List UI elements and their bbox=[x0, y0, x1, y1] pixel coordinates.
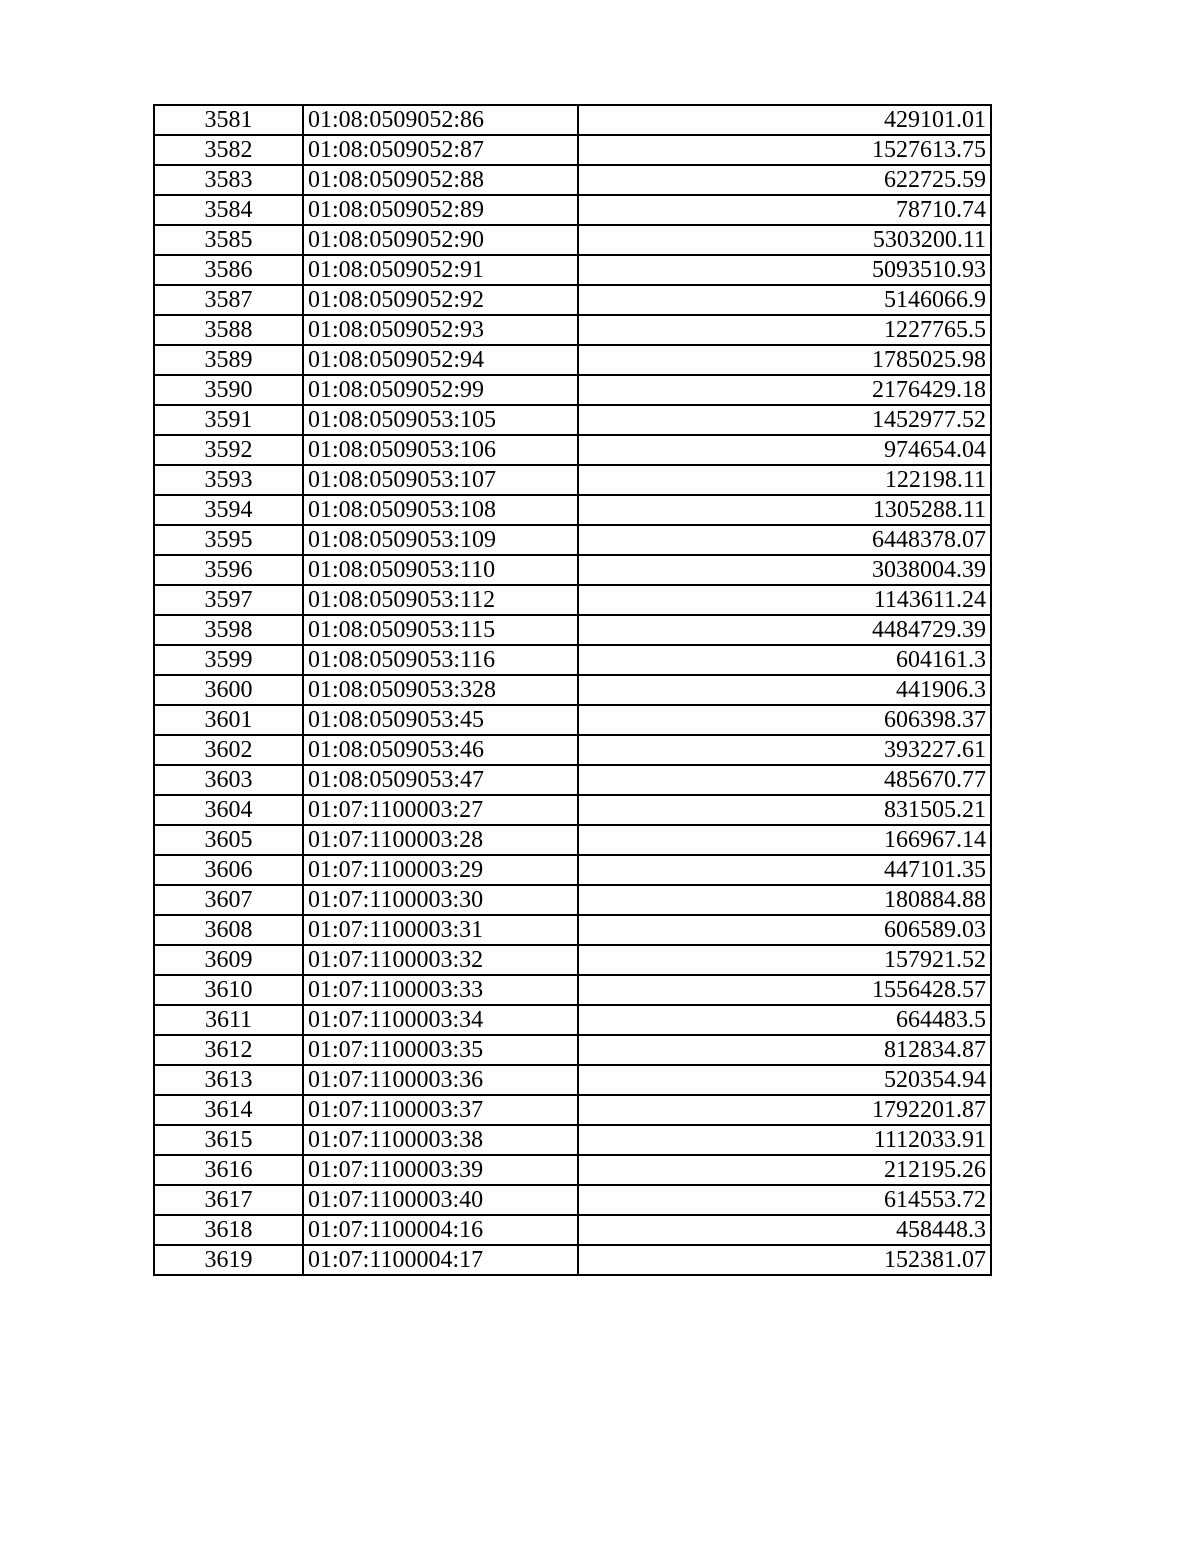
row-value: 393227.61 bbox=[578, 735, 991, 765]
row-value: 458448.3 bbox=[578, 1215, 991, 1245]
cadastral-code: 01:08:0509052:92 bbox=[303, 285, 578, 315]
cadastral-code: 01:08:0509053:115 bbox=[303, 615, 578, 645]
cadastral-code: 01:07:1100003:32 bbox=[303, 945, 578, 975]
row-value: 664483.5 bbox=[578, 1005, 991, 1035]
cadastral-code: 01:07:1100004:16 bbox=[303, 1215, 578, 1245]
table-row bbox=[154, 1155, 991, 1185]
table-body bbox=[154, 105, 991, 1275]
row-number: 3600 bbox=[154, 675, 303, 705]
cadastral-code: 01:08:0509053:45 bbox=[303, 705, 578, 735]
table-row bbox=[154, 375, 991, 405]
data-table bbox=[153, 104, 992, 1276]
row-value: 3038004.39 bbox=[578, 555, 991, 585]
table-row bbox=[154, 1215, 991, 1245]
cadastral-code: 01:08:0509052:91 bbox=[303, 255, 578, 285]
row-number: 3614 bbox=[154, 1095, 303, 1125]
row-value: 122198.11 bbox=[578, 465, 991, 495]
table-row bbox=[154, 1005, 991, 1035]
row-value: 2176429.18 bbox=[578, 375, 991, 405]
table-row bbox=[154, 315, 991, 345]
table-row bbox=[154, 975, 991, 1005]
table-row bbox=[154, 435, 991, 465]
row-number: 3619 bbox=[154, 1245, 303, 1275]
row-value: 1792201.87 bbox=[578, 1095, 991, 1125]
cadastral-code: 01:07:1100004:17 bbox=[303, 1245, 578, 1275]
table-row bbox=[154, 915, 991, 945]
cadastral-code: 01:07:1100003:33 bbox=[303, 975, 578, 1005]
table-row bbox=[154, 825, 991, 855]
table-row bbox=[154, 1065, 991, 1095]
table-row bbox=[154, 465, 991, 495]
row-number: 3591 bbox=[154, 405, 303, 435]
row-number: 3612 bbox=[154, 1035, 303, 1065]
row-value: 4484729.39 bbox=[578, 615, 991, 645]
table-row bbox=[154, 1095, 991, 1125]
row-number: 3611 bbox=[154, 1005, 303, 1035]
cadastral-code: 01:08:0509052:89 bbox=[303, 195, 578, 225]
table-row bbox=[154, 705, 991, 735]
row-number: 3587 bbox=[154, 285, 303, 315]
table-row bbox=[154, 135, 991, 165]
table-row bbox=[154, 225, 991, 255]
row-number: 3592 bbox=[154, 435, 303, 465]
row-number: 3616 bbox=[154, 1155, 303, 1185]
cadastral-code: 01:07:1100003:28 bbox=[303, 825, 578, 855]
row-value: 606589.03 bbox=[578, 915, 991, 945]
row-number: 3606 bbox=[154, 855, 303, 885]
table-row bbox=[154, 765, 991, 795]
row-number: 3599 bbox=[154, 645, 303, 675]
row-number: 3597 bbox=[154, 585, 303, 615]
cadastral-code: 01:08:0509053:46 bbox=[303, 735, 578, 765]
row-value: 78710.74 bbox=[578, 195, 991, 225]
row-number: 3586 bbox=[154, 255, 303, 285]
row-number: 3618 bbox=[154, 1215, 303, 1245]
row-value: 1227765.5 bbox=[578, 315, 991, 345]
row-value: 614553.72 bbox=[578, 1185, 991, 1215]
row-value: 520354.94 bbox=[578, 1065, 991, 1095]
cadastral-code: 01:08:0509052:88 bbox=[303, 165, 578, 195]
cadastral-code: 01:08:0509053:328 bbox=[303, 675, 578, 705]
row-number: 3589 bbox=[154, 345, 303, 375]
table-row bbox=[154, 345, 991, 375]
row-value: 485670.77 bbox=[578, 765, 991, 795]
row-value: 441906.3 bbox=[578, 675, 991, 705]
row-value: 1556428.57 bbox=[578, 975, 991, 1005]
table-row bbox=[154, 885, 991, 915]
cadastral-code: 01:07:1100003:39 bbox=[303, 1155, 578, 1185]
row-number: 3596 bbox=[154, 555, 303, 585]
table-row bbox=[154, 585, 991, 615]
cadastral-code: 01:08:0509053:105 bbox=[303, 405, 578, 435]
row-value: 429101.01 bbox=[578, 105, 991, 135]
row-value: 5093510.93 bbox=[578, 255, 991, 285]
cadastral-code: 01:08:0509052:99 bbox=[303, 375, 578, 405]
table-row bbox=[154, 1185, 991, 1215]
table-row bbox=[154, 555, 991, 585]
cadastral-code: 01:07:1100003:38 bbox=[303, 1125, 578, 1155]
cadastral-code: 01:07:1100003:36 bbox=[303, 1065, 578, 1095]
table-row bbox=[154, 525, 991, 555]
table-row bbox=[154, 495, 991, 525]
row-number: 3601 bbox=[154, 705, 303, 735]
row-number: 3613 bbox=[154, 1065, 303, 1095]
row-value: 212195.26 bbox=[578, 1155, 991, 1185]
row-number: 3598 bbox=[154, 615, 303, 645]
row-value: 5146066.9 bbox=[578, 285, 991, 315]
row-number: 3617 bbox=[154, 1185, 303, 1215]
table-row bbox=[154, 675, 991, 705]
row-value: 812834.87 bbox=[578, 1035, 991, 1065]
table-row bbox=[154, 255, 991, 285]
row-value: 157921.52 bbox=[578, 945, 991, 975]
row-number: 3605 bbox=[154, 825, 303, 855]
table-row bbox=[154, 735, 991, 765]
row-value: 180884.88 bbox=[578, 885, 991, 915]
row-value: 447101.35 bbox=[578, 855, 991, 885]
cadastral-code: 01:08:0509053:112 bbox=[303, 585, 578, 615]
row-number: 3602 bbox=[154, 735, 303, 765]
table-row bbox=[154, 1035, 991, 1065]
row-value: 1452977.52 bbox=[578, 405, 991, 435]
table-row bbox=[154, 855, 991, 885]
row-number: 3581 bbox=[154, 105, 303, 135]
table-row bbox=[154, 795, 991, 825]
row-number: 3615 bbox=[154, 1125, 303, 1155]
row-number: 3607 bbox=[154, 885, 303, 915]
cadastral-code: 01:07:1100003:31 bbox=[303, 915, 578, 945]
cadastral-code: 01:08:0509053:47 bbox=[303, 765, 578, 795]
cadastral-code: 01:08:0509052:86 bbox=[303, 105, 578, 135]
row-number: 3583 bbox=[154, 165, 303, 195]
row-number: 3604 bbox=[154, 795, 303, 825]
row-number: 3584 bbox=[154, 195, 303, 225]
row-value: 1305288.11 bbox=[578, 495, 991, 525]
cadastral-code: 01:08:0509053:108 bbox=[303, 495, 578, 525]
row-value: 622725.59 bbox=[578, 165, 991, 195]
cadastral-code: 01:08:0509052:87 bbox=[303, 135, 578, 165]
table-row bbox=[154, 1245, 991, 1275]
table-row bbox=[154, 615, 991, 645]
row-value: 606398.37 bbox=[578, 705, 991, 735]
row-value: 1785025.98 bbox=[578, 345, 991, 375]
row-number: 3609 bbox=[154, 945, 303, 975]
row-value: 1112033.91 bbox=[578, 1125, 991, 1155]
table-row bbox=[154, 945, 991, 975]
cadastral-code: 01:07:1100003:40 bbox=[303, 1185, 578, 1215]
row-number: 3594 bbox=[154, 495, 303, 525]
table-row bbox=[154, 105, 991, 135]
cadastral-code: 01:08:0509052:94 bbox=[303, 345, 578, 375]
row-value: 1143611.24 bbox=[578, 585, 991, 615]
cadastral-code: 01:08:0509052:90 bbox=[303, 225, 578, 255]
row-value: 166967.14 bbox=[578, 825, 991, 855]
table-row bbox=[154, 1125, 991, 1155]
cadastral-code: 01:08:0509053:109 bbox=[303, 525, 578, 555]
cadastral-code: 01:08:0509053:116 bbox=[303, 645, 578, 675]
row-number: 3585 bbox=[154, 225, 303, 255]
table-row bbox=[154, 405, 991, 435]
row-number: 3582 bbox=[154, 135, 303, 165]
cadastral-code: 01:07:1100003:37 bbox=[303, 1095, 578, 1125]
row-value: 604161.3 bbox=[578, 645, 991, 675]
table-row bbox=[154, 285, 991, 315]
table-row bbox=[154, 645, 991, 675]
cadastral-code: 01:07:1100003:27 bbox=[303, 795, 578, 825]
row-number: 3608 bbox=[154, 915, 303, 945]
table-row bbox=[154, 195, 991, 225]
cadastral-code: 01:07:1100003:35 bbox=[303, 1035, 578, 1065]
row-value: 1527613.75 bbox=[578, 135, 991, 165]
cadastral-code: 01:08:0509053:107 bbox=[303, 465, 578, 495]
cadastral-code: 01:08:0509052:93 bbox=[303, 315, 578, 345]
row-number: 3590 bbox=[154, 375, 303, 405]
row-number: 3593 bbox=[154, 465, 303, 495]
row-value: 974654.04 bbox=[578, 435, 991, 465]
cadastral-code: 01:08:0509053:110 bbox=[303, 555, 578, 585]
row-value: 831505.21 bbox=[578, 795, 991, 825]
cadastral-code: 01:07:1100003:30 bbox=[303, 885, 578, 915]
row-value: 6448378.07 bbox=[578, 525, 991, 555]
cadastral-code: 01:07:1100003:29 bbox=[303, 855, 578, 885]
row-number: 3610 bbox=[154, 975, 303, 1005]
row-number: 3603 bbox=[154, 765, 303, 795]
cadastral-code: 01:07:1100003:34 bbox=[303, 1005, 578, 1035]
cadastral-code: 01:08:0509053:106 bbox=[303, 435, 578, 465]
row-value: 5303200.11 bbox=[578, 225, 991, 255]
row-number: 3588 bbox=[154, 315, 303, 345]
row-value: 152381.07 bbox=[578, 1245, 991, 1275]
table-row bbox=[154, 165, 991, 195]
row-number: 3595 bbox=[154, 525, 303, 555]
